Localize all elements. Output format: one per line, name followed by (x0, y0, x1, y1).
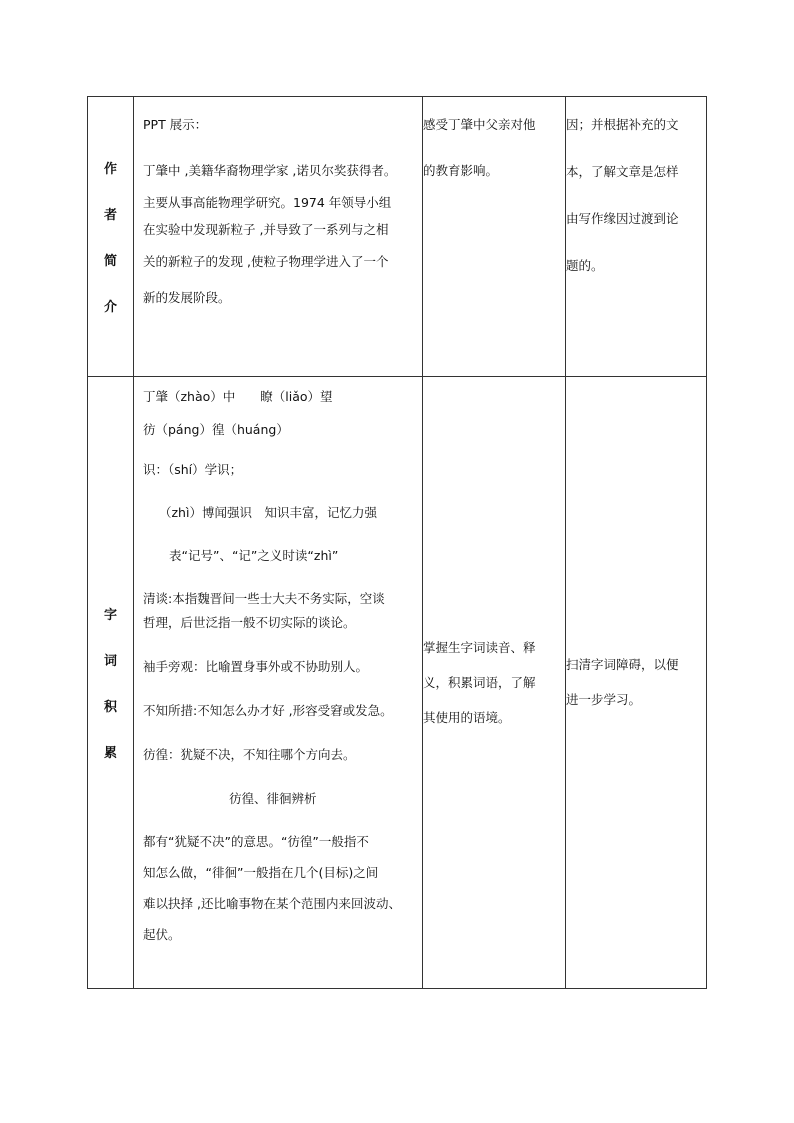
content-line: 不知所措:不知怎么办才好 ,形容受窘或发急。 (143, 703, 393, 718)
content-line: 哲理，后世泛指一般不切实际的谈论。 (143, 615, 356, 630)
label-char: 作 (103, 162, 117, 177)
intent-line: 进一步学习。 (566, 692, 642, 707)
goal-line: 感受丁肇中父亲对他 (423, 117, 536, 132)
table-row-author-intro (88, 97, 707, 377)
content-line: 识：（shí）学识； (143, 462, 243, 477)
content-line: 都有“犹疑不决”的意思。“彷徨”一般指不 (143, 834, 369, 849)
content-line: 丁肇（zhào）中 瞭（liǎo）望 (143, 389, 333, 404)
content-cell (134, 97, 423, 377)
intent-line: 扫清字词障碍，以便 (566, 657, 679, 672)
row-label-author-intro (88, 158, 133, 315)
label-char: 词 (103, 654, 117, 669)
label-char: 字 (103, 608, 117, 623)
teaching-goal-cell (423, 97, 566, 377)
label-char: 累 (103, 746, 117, 761)
content-line: 关的新粒子的发现 ,使粒子物理学进入了一个 (143, 254, 389, 269)
content-line: 知怎么做，“徘徊”一般指在几个(目标)之间 (143, 865, 379, 880)
content-line: 表“记号”、“记”之义时读“zhì” (169, 548, 339, 563)
label-char: 介 (103, 300, 117, 315)
content-line: （zhì）博闻强识 知识丰富，记忆力强 (159, 505, 377, 520)
content-subheading: 彷徨、徘徊辨析 (229, 791, 317, 806)
content-line: 彷（páng）徨（huáng） (143, 422, 289, 437)
lesson-plan-table (87, 96, 707, 989)
content-line: 难以抉择 ,还比喻事物在某个范围内来回波动、 (143, 896, 401, 911)
label-char: 者 (103, 208, 117, 223)
intent-line: 由写作缘因过渡到论 (566, 211, 679, 226)
teaching-goal-cell (423, 377, 566, 989)
content-line: 丁肇中 ,美籍华裔物理学家 ,诺贝尔奖获得者。 (143, 163, 397, 178)
label-char: 简 (103, 254, 117, 269)
intent-line: 题的。 (566, 258, 604, 273)
content-line: 在实验中发现新粒子 ,并导致了一系列与之相 (143, 222, 389, 237)
content-line: 彷徨：犹疑不决，不知往哪个方向去。 (143, 747, 356, 762)
design-intent-cell (566, 377, 707, 989)
row-label-cell (88, 377, 134, 989)
content-line: 新的发展阶段。 (143, 290, 231, 305)
row-label-vocabulary (88, 604, 133, 761)
content-line: 清谈:本指魏晋间一些士大夫不务实际，空谈 (143, 591, 385, 606)
goal-line: 的教育影响。 (423, 163, 499, 178)
table-row-vocabulary (88, 377, 707, 989)
content-line: 袖手旁观：比喻置身事外或不协助别人。 (143, 659, 369, 674)
content-line: PPT 展示： (143, 117, 208, 132)
design-intent-cell (566, 97, 707, 377)
row-label-cell (88, 97, 134, 377)
intent-line: 因；并根据补充的文 (566, 117, 679, 132)
content-line: 起伏。 (143, 927, 181, 942)
label-char: 积 (103, 700, 117, 715)
goal-line: 其使用的语境。 (423, 709, 511, 725)
intent-line: 本，了解文章是怎样 (566, 164, 679, 179)
goal-line: 义，积累词语，了解 (423, 674, 536, 690)
goal-line: 掌握生字词读音、释 (423, 639, 536, 655)
content-line: 主要从事高能物理学研究。1974 年领导小组 (143, 195, 392, 210)
content-cell (134, 377, 423, 989)
